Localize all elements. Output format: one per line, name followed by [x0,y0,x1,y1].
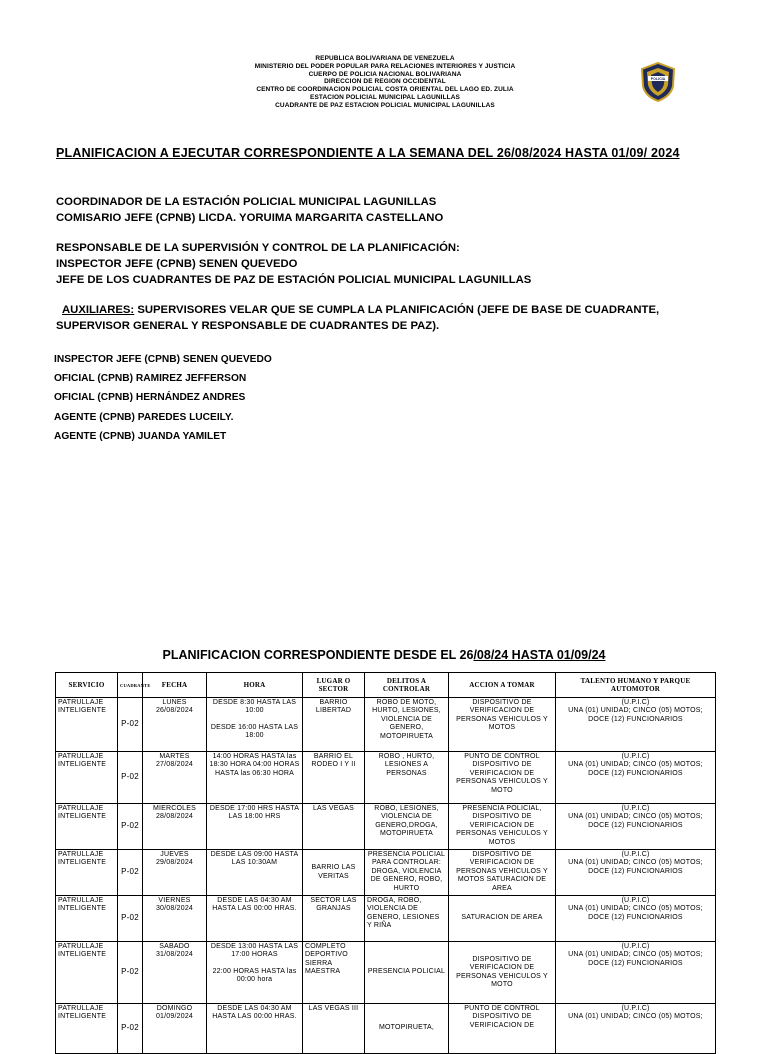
header-servicio: SERVICIO [56,673,118,698]
cell-lugar: BARRIO EL RODEO I Y II [303,752,365,804]
cell-delitos: MOTOPIRUETA, [365,1004,449,1054]
cell-cuadrante: P-02 [118,1004,143,1054]
talento-detail: UNA (01) UNIDAD; CINCO (05) MOTOS; DOCE (12) FUNCIONARIOS [568,707,703,723]
staff-item: AGENTE (CPNB) JUANDA YAMILET [54,430,227,442]
hora-text: DESDE 13:00 HASTA LAS 17:00 HORAS [210,943,299,959]
table-header-row [56,673,716,698]
cell-fecha: DOMINGO 01/09/2024 [143,1004,207,1054]
cell-fecha: JUEVES 29/08/2024 [143,850,207,896]
cell-servicio: PATRULLAJE INTELIGENTE [56,896,118,942]
staff-item: OFICIAL (CPNB) RAMIREZ JEFFERSON [54,373,247,385]
cell-accion: SATURACION DE AREA [449,896,556,942]
cell-talento [556,896,716,942]
header-delitos: DELITOS A CONTROLAR [365,673,449,698]
cell-lugar: SECTOR LAS GRANJAS [303,896,365,942]
cell-accion: DISPOSITIVO DE VERIFICACION DE PERSONAS VEHICULOS Y MOTO [449,942,556,1004]
cell-hora [207,942,303,1004]
header-talento: TALENTO HUMANO Y PARQUE AUTOMOTOR [556,673,716,698]
cell-accion: PRESENCIA POLICIAL, DISPOSITIVO DE VERIFICACION DE PERSONAS VEHICULOS Y MOTOS [449,804,556,850]
cell-servicio: PATRULLAJE INTELIGENTE [56,698,118,752]
cell-cuadrante: P-02 [118,896,143,942]
cell-lugar: COMPLETO DEPORTIVO SIERRA MAESTRA [303,942,365,1004]
police-badge-logo [640,62,676,102]
table-row [56,1004,716,1054]
cell-fecha: VIERNES 30/08/2024 [143,896,207,942]
staff-list [54,350,272,446]
hora-text: DESDE 8:30 HASTA LAS 10:00 [212,699,297,715]
cell-servicio: PATRULLAJE INTELIGENTE [56,1004,118,1054]
cell-hora: DESDE 17:00 HRS HASTA LAS 18:00 HRS [207,804,303,850]
cell-talento [556,752,716,804]
table-title [0,648,768,662]
cell-cuadrante: P-02 [118,752,143,804]
table-title-part: /08/24 HASTA 01/09/24 [473,648,606,662]
table-row [56,850,716,896]
cell-delitos: ROBO DE MOTO, HURTO, LESIONES, VIOLENCIA DE GENERO, MOTOPIRUETA [365,698,449,752]
responsible-line: JEFE DE LOS CUADRANTES DE PAZ DE ESTACIÓN POLICIAL MUNICIPAL LAGUNILLAS [56,274,532,286]
cell-delitos: ROBO , HURTO, LESIONES A PERSONAS [365,752,449,804]
cell-talento [556,698,716,752]
cell-cuadrante: P-02 [118,804,143,850]
staff-item: AGENTE (CPNB) PAREDES LUCEILY. [54,411,234,423]
auxiliares-block [56,302,716,334]
talento-unit: (U.P.I.C) [621,1005,650,1012]
cell-servicio: PATRULLAJE INTELIGENTE [56,850,118,896]
staff-item: INSPECTOR JEFE (CPNB) SENEN QUEVEDO [54,354,272,365]
cell-delitos: PRESENCIA POLICIAL PARA CONTROLAR: DROGA, VIOLENCIA DE GENERO, ROBO, HURTO [365,850,449,896]
table-row [56,698,716,752]
hora-text: 22:00 HORAS HASTA las 00:00 hora [212,967,297,984]
cell-servicio: PATRULLAJE INTELIGENTE [56,752,118,804]
cell-hora: DESDE LAS 09:00 HASTA LAS 10:30AM [207,850,303,896]
page-title: PLANIFICACION A EJECUTAR CORRESPONDIENTE A LA SEMANA DEL 26/08/2024 HASTA 01/09/ 2024 [56,146,680,160]
cell-accion: PUNTO DE CONTROL DISPOSITIVO DE VERIFICACION DE PERSONAS VEHICULOS Y MOTO [449,752,556,804]
cell-hora: DESDE LAS 04:30 AM HASTA LAS 00:00 HRAS. [207,1004,303,1054]
talento-detail: UNA (01) UNIDAD; CINCO (05) MOTOS; DOCE (12) FUNCIONARIOS [568,951,703,967]
cell-hora: 14:00 HORAS HASTA las 18:30 HORA 04:00 HORAS HASTA las 06:30 HORA [207,752,303,804]
cell-delitos: PRESENCIA POLICIAL [365,942,449,1004]
cell-hora: DESDE LAS 04:30 AM HASTA LAS 00:00 HRAS. [207,896,303,942]
document-header [190,55,580,110]
talento-detail: UNA (01) UNIDAD; CINCO (05) MOTOS; DOCE (12) FUNCIONARIOS [568,859,703,875]
header-line: REPUBLICA BOLIVARIANA DE VENEZUELA [315,55,455,62]
talento-unit: (U.P.I.C) [621,851,650,858]
coordinator-block [56,194,443,226]
coordinator-line: COORDINADOR DE LA ESTACIÓN POLICIAL MUNICIPAL LAGUNILLAS [56,196,437,208]
header-lugar: LUGAR O SECTOR [303,673,365,698]
talento-unit: (U.P.I.C) [621,897,650,904]
cell-fecha: SABADO 31/08/2024 [143,942,207,1004]
planning-table [55,672,716,1054]
cell-servicio: PATRULLAJE INTELIGENTE [56,942,118,1004]
cell-accion: PUNTO DE CONTROL DISPOSITIVO DE VERIFICACION DE [449,1004,556,1054]
header-line: CUADRANTE DE PAZ ESTACION POLICIAL MUNICIPAL LAGUNILLAS [275,101,495,109]
cell-talento [556,850,716,896]
cell-lugar: BARRIO LIBERTAD [303,698,365,752]
hora-text: DESDE 16:00 HASTA LAS 18:00 [210,723,299,740]
header-line: MINISTERIO DEL PODER POPULAR PARA RELACIONES INTERIORES Y JUSTICIA [254,62,516,70]
talento-unit: (U.P.I.C) [621,805,650,812]
cell-lugar: LAS VEGAS III [303,1004,365,1054]
table-title-part: PLANIFICACION CORRESPONDIENTE DESDE EL 26 [162,648,474,662]
cell-talento [556,1004,716,1054]
table-row [56,896,716,942]
staff-item: OFICIAL (CPNB) HERNÁNDEZ ANDRES [54,392,246,404]
cell-servicio: PATRULLAJE INTELIGENTE [56,804,118,850]
auxiliares-label: AUXILIARES: [62,304,135,316]
header-accion: ACCION A TOMAR [449,673,556,698]
header-fecha: FECHA [143,673,207,698]
cell-fecha: MARTES 27/08/2024 [143,752,207,804]
header-line: CENTRO DE COORDINACION POLICIAL COSTA ORIENTAL DEL LAGO ED. ZULIA [256,86,514,94]
talento-detail: UNA (01) UNIDAD; CINCO (05) MOTOS; DOCE (12) FUNCIONARIOS [568,905,703,921]
header-line: DIRECCION DE REGION OCCIDENTAL [324,78,446,86]
coordinator-line: COMISARIO JEFE (CPNB) LICDA. YORUIMA MARGARITA CASTELLANO [56,212,444,224]
responsible-block [56,240,531,288]
cell-hora [207,698,303,752]
talento-unit: (U.P.I.C) [621,753,650,760]
talento-detail: UNA (01) UNIDAD; CINCO (05) MOTOS; [568,1013,703,1021]
cell-accion: DISPOSITIVO DE VERIFICACION DE PERSONAS VEHICULOS Y MOTOS SATURACION DE AREA [449,850,556,896]
header-line: CUERPO DE POLICIA NACIONAL BOLIVARIANA [308,70,462,78]
cell-talento [556,804,716,850]
header-cuadrante: CUADRANTE [118,673,143,698]
table-row [56,804,716,850]
responsible-line: RESPONSABLE DE LA SUPERVISIÓN Y CONTROL DE LA PLANIFICACIÓN: [56,242,460,254]
header-line: ESTACION POLICIAL MUNICIPAL LAGUNILLAS [310,93,460,101]
cell-cuadrante: P-02 [118,850,143,896]
cell-fecha: MIERCOLES 28/08/2024 [143,804,207,850]
talento-unit: (U.P.I.C) [621,699,650,706]
talento-unit: (U.P.I.C) [621,943,650,950]
cell-lugar: LAS VEGAS [303,804,365,850]
cell-cuadrante: P-02 [118,698,143,752]
cell-fecha: LUNES 26/08/2024 [143,698,207,752]
cell-talento [556,942,716,1004]
responsible-line: INSPECTOR JEFE (CPNB) SENEN QUEVEDO [56,258,298,270]
talento-detail: UNA (01) UNIDAD; CINCO (05) MOTOS; DOCE (12) FUNCIONARIOS [568,761,703,777]
cell-lugar: BARRIO LAS VERITAS [303,850,365,896]
table-row [56,752,716,804]
cell-delitos: DROGA, ROBO, VIOLENCIA DE GENERO, LESIONES Y RIÑA [365,896,449,942]
cell-cuadrante: P-02 [118,942,143,1004]
table-row [56,942,716,1004]
cell-delitos: ROBO, LESIONES, VIOLENCIA DE GENERO,DROGA, MOTOPIRUETA [365,804,449,850]
cell-accion: DISPOSITIVO DE VERIFICACION DE PERSONAS VEHICULOS Y MOTOS [449,698,556,752]
header-hora: HORA [207,673,303,698]
logo-text: POLICIA [650,77,666,81]
auxiliares-text: SUPERVISORES VELAR QUE SE CUMPLA LA PLANIFICACIÓN (JEFE DE BASE DE CUADRANTE, SUPERVISOR GENERAL Y RESPONSABLE DE CUADRANTES DE PAZ). [56,304,660,332]
talento-detail: UNA (01) UNIDAD; CINCO (05) MOTOS; DOCE (12) FUNCIONARIOS [568,813,703,829]
